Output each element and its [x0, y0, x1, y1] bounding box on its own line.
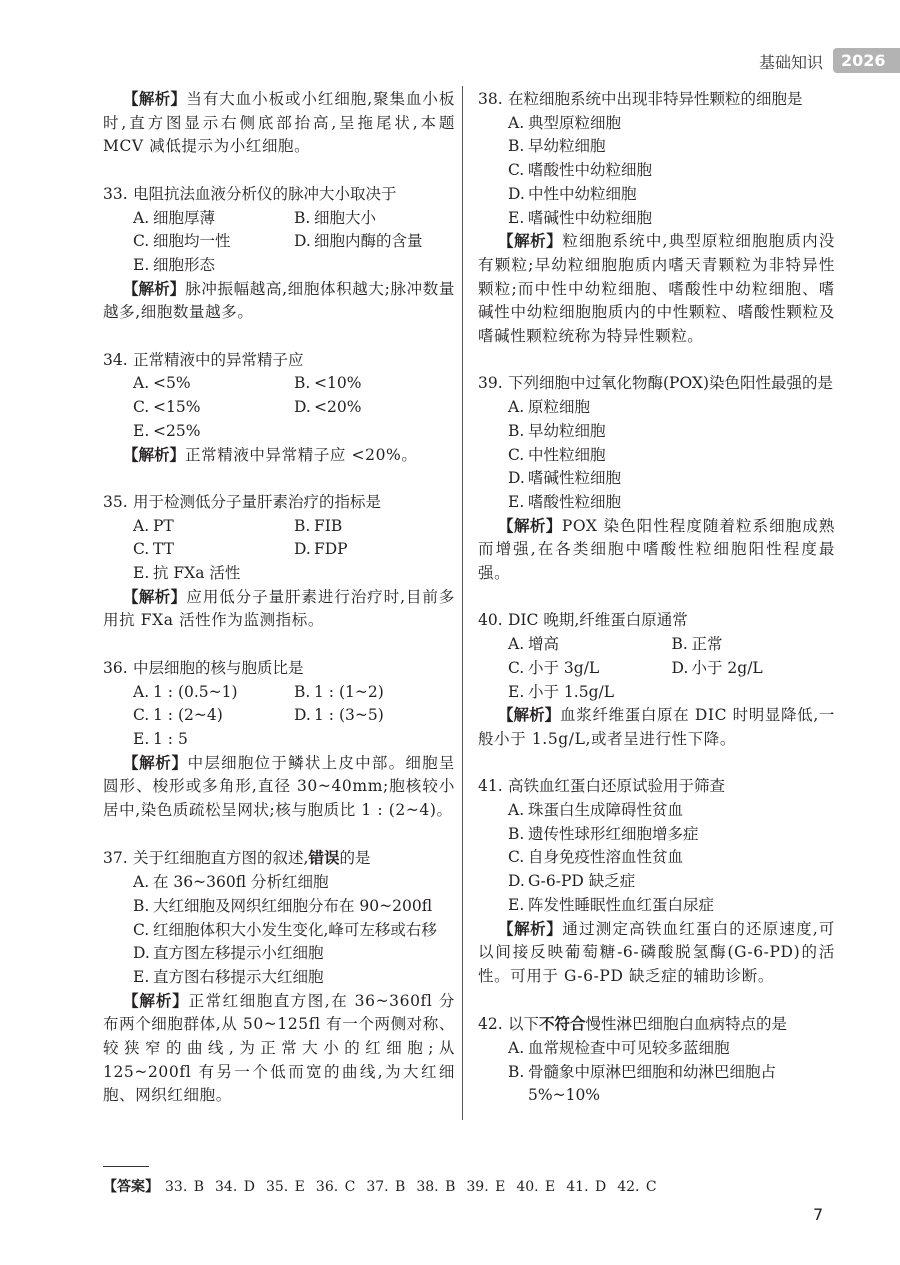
option-letter: C.	[133, 232, 150, 251]
option-letter: D.	[671, 658, 689, 677]
question-title	[478, 372, 835, 396]
column-divider	[462, 86, 463, 1120]
question-title	[478, 88, 835, 112]
option-text: 在 36~360fl 分析红细胞	[153, 873, 329, 892]
question-text: 正常精液中的异常精子应	[133, 350, 304, 369]
running-header-title: 基础知识	[758, 53, 823, 72]
option-letter: C.	[508, 848, 525, 867]
question-text-tail: 的是	[339, 849, 371, 868]
option-text: 大红细胞及网织红细胞分布在 90~200fl	[153, 896, 433, 915]
option	[133, 942, 455, 966]
analysis-label: 【解析】	[123, 753, 188, 772]
option	[133, 728, 455, 752]
question-number: 41.	[478, 777, 503, 796]
option-text: 骨髓象中原淋巴细胞和幼淋巴细胞占 5%~10%	[528, 1062, 777, 1105]
option-row	[508, 1061, 835, 1108]
option	[508, 870, 835, 894]
question-emphasis: 不符合	[539, 1014, 586, 1034]
option-row	[508, 846, 835, 870]
option	[508, 207, 835, 231]
option-text: 小于 1.5g/L	[528, 682, 615, 701]
option-letter: D.	[508, 184, 525, 203]
analysis	[103, 752, 455, 823]
option-letter: B.	[294, 682, 311, 701]
option-text: 抗 FXa 活性	[153, 564, 241, 583]
analysis	[103, 444, 455, 468]
option-text: 细胞内酶的含量	[314, 232, 423, 251]
option-text: 1 : (3~5)	[314, 706, 384, 725]
option-text: 中性中幼粒细胞	[528, 184, 637, 203]
option-row	[133, 207, 455, 231]
analysis-text: 当有大血小板或小红细胞,聚集血小板时,直方图显示右侧底部抬高,呈拖尾状,本题 MCV 减低提示为小红细胞。	[103, 90, 455, 156]
analysis-label: 【解析】	[123, 991, 189, 1010]
option	[508, 1061, 835, 1108]
option-letter: B.	[294, 516, 311, 535]
right-column	[478, 88, 835, 1132]
option-text: <25%	[153, 421, 201, 440]
option-row	[508, 870, 835, 894]
option-text: 1 : 5	[153, 729, 188, 748]
option-text: 增高	[528, 635, 560, 654]
option	[508, 159, 835, 183]
option-row	[508, 894, 835, 918]
option	[508, 491, 835, 515]
option-row	[508, 491, 835, 515]
option-letter: B.	[508, 137, 525, 156]
option-letter: A.	[133, 873, 150, 892]
option-letter: D.	[508, 469, 525, 488]
option-row	[133, 966, 455, 990]
question-block	[478, 372, 835, 585]
option-text: 嗜酸性粒细胞	[528, 492, 622, 511]
answer-item: 35. E	[265, 1179, 305, 1195]
analysis-label: 【解析】	[498, 919, 563, 938]
option-letter: B.	[508, 1062, 525, 1081]
option-row	[508, 1037, 835, 1061]
option-letter: D.	[294, 540, 311, 559]
question-number: 36.	[103, 658, 128, 677]
option-letter: D.	[294, 232, 311, 251]
option-letter: B.	[133, 896, 150, 915]
option-text: 典型原粒细胞	[528, 113, 622, 132]
question-title	[103, 846, 455, 871]
option-row	[508, 633, 835, 657]
option-text: 红细胞体积大小发生变化,峰可左移或右移	[153, 920, 437, 939]
option	[508, 894, 835, 918]
analysis	[478, 918, 835, 989]
option-row	[133, 942, 455, 966]
question-text: 关于红细胞直方图的叙述,	[133, 849, 309, 868]
option-row	[508, 207, 835, 231]
question-text: 用于检测低分子量肝素治疗的指标是	[133, 492, 382, 511]
option-text: 珠蛋白生成障碍性贫血	[528, 801, 684, 820]
option-letter: A.	[508, 635, 525, 654]
options	[103, 207, 455, 278]
option	[294, 515, 455, 539]
analysis	[103, 278, 455, 325]
option	[133, 396, 294, 420]
option-text: 早幼粒细胞	[528, 421, 606, 440]
option-letter: E.	[133, 729, 150, 748]
question-block	[478, 609, 835, 751]
option	[133, 207, 294, 231]
option	[508, 633, 672, 657]
question-title	[478, 775, 835, 799]
option	[294, 207, 455, 231]
option-text: 血常规检查中可见较多蓝细胞	[528, 1039, 730, 1058]
option-text: 阵发性睡眠性血红蛋白尿症	[528, 895, 715, 914]
option-letter: C.	[133, 706, 150, 725]
question-block	[103, 183, 455, 325]
option-row	[508, 135, 835, 159]
analysis-label: 【解析】	[498, 516, 562, 535]
option-letter: E.	[133, 255, 150, 274]
option-text: FIB	[314, 516, 343, 535]
option-row	[133, 919, 455, 943]
option-text: 直方图右移提示大红细胞	[153, 967, 324, 986]
option-letter: E.	[133, 564, 150, 583]
option	[508, 681, 835, 705]
analysis	[103, 990, 455, 1109]
option-letter: E.	[508, 682, 525, 701]
option-row	[133, 230, 455, 254]
question-block	[103, 846, 455, 1108]
question-number: 40.	[478, 611, 503, 630]
option-letter: A.	[508, 113, 525, 132]
option-row	[508, 467, 835, 491]
options	[478, 799, 835, 918]
analysis-text: 血浆纤维蛋白原在 DIC 时明显降低,一般小于 1.5g/L,或者呈进行性下降。	[478, 706, 835, 748]
answer-rule	[103, 1166, 149, 1167]
question-text: 高铁血红蛋白还原试验用于筛查	[508, 777, 726, 796]
option	[508, 396, 835, 420]
option-text: 小于 3g/L	[528, 658, 600, 677]
question-block	[478, 775, 835, 988]
option-text: PT	[153, 516, 174, 535]
option-text: 正常	[691, 635, 723, 654]
analysis-text: 粒细胞系统中,典型原粒细胞胞质内没有颗粒;早幼粒细胞胞质内嗜天青颗粒为非特异性颗粒;而中性中幼粒细胞、嗜酸性中幼粒细胞、嗜碱性中幼粒细胞胞质内的中性颗粒、嗜酸性颗粒及嗜碱性颗粒统称为特异性颗粒。	[478, 232, 835, 346]
option-row	[133, 254, 455, 278]
option-letter: A.	[508, 801, 525, 820]
option-letter: E.	[508, 492, 525, 511]
question-number: 34.	[103, 350, 128, 369]
option-letter: A.	[133, 208, 150, 227]
option	[133, 562, 455, 586]
option-letter: C.	[508, 658, 525, 677]
options	[103, 372, 455, 443]
option-letter: D.	[508, 872, 525, 891]
answer-item: 38. B	[416, 1179, 456, 1195]
option	[294, 372, 455, 396]
option-text: <10%	[314, 374, 362, 393]
option	[508, 135, 835, 159]
option	[294, 396, 455, 420]
question-title	[103, 349, 455, 373]
question-title	[478, 609, 835, 633]
option-letter: D.	[294, 398, 311, 417]
option	[508, 657, 672, 681]
question-text: 中层细胞的核与胞质比是	[133, 658, 304, 677]
question-number: 37.	[103, 849, 128, 868]
analysis	[478, 515, 835, 586]
answer-item: 42. C	[617, 1179, 657, 1195]
analysis	[103, 88, 455, 159]
option-text: 细胞大小	[314, 208, 377, 227]
year-badge: 2026	[833, 48, 900, 73]
option	[133, 704, 294, 728]
option-letter: B.	[294, 374, 311, 393]
option-row	[133, 704, 455, 728]
option	[508, 467, 835, 491]
option-row	[133, 681, 455, 705]
option	[133, 895, 455, 919]
analysis-text: POX 染色阳性程度随着粒系细胞成熟而增强,在各类细胞中嗜酸性粒细胞阳性程度最强。	[478, 516, 835, 583]
option-text: 1 : (1~2)	[314, 682, 384, 701]
option-text: FDP	[314, 540, 348, 559]
answer-item: 36. C	[315, 1179, 356, 1195]
option-letter: E.	[508, 895, 525, 914]
option-letter: C.	[133, 540, 150, 559]
analysis	[103, 586, 455, 633]
option-text: <20%	[314, 398, 362, 417]
option-text: 嗜碱性中幼粒细胞	[528, 208, 653, 227]
option-row	[133, 538, 455, 562]
option-row	[508, 799, 835, 823]
option	[133, 919, 455, 943]
option-text: 1 : (2~4)	[153, 706, 223, 725]
option-letter: C.	[133, 398, 150, 417]
question-block	[103, 88, 455, 159]
question-block	[103, 657, 455, 823]
option-row	[508, 444, 835, 468]
option-letter: A.	[133, 682, 150, 701]
option-row	[133, 895, 455, 919]
option-text: <5%	[153, 374, 191, 393]
option	[294, 681, 455, 705]
option-letter: B.	[294, 208, 311, 227]
option-text: 遗传性球形红细胞增多症	[528, 824, 699, 843]
analysis-label: 【解析】	[123, 279, 186, 298]
option-row	[133, 372, 455, 396]
option-row	[508, 823, 835, 847]
option-letter: B.	[508, 421, 525, 440]
option-letter: E.	[133, 967, 150, 986]
option-text: 细胞均一性	[153, 232, 231, 251]
answer-item: 33. B	[165, 1179, 205, 1195]
option-letter: D.	[133, 944, 150, 963]
option-row	[508, 112, 835, 136]
options	[478, 633, 835, 704]
option	[133, 966, 455, 990]
option-letter: C.	[508, 161, 525, 180]
question-number: 33.	[103, 184, 128, 203]
question-text: 电阻抗法血液分析仪的脉冲大小取决于	[133, 184, 397, 203]
options	[103, 515, 455, 586]
option-row	[133, 420, 455, 444]
option-letter: B.	[671, 635, 688, 654]
question-block	[103, 491, 455, 633]
option-row	[133, 562, 455, 586]
option	[133, 254, 455, 278]
option-text: 早幼粒细胞	[528, 137, 606, 156]
question-text: DIC 晚期,纤维蛋白原通常	[508, 611, 688, 630]
analysis	[478, 230, 835, 349]
option-text: G-6-PD 缺乏症	[528, 872, 636, 891]
option	[508, 823, 835, 847]
option-row	[133, 728, 455, 752]
option-text: 小于 2g/L	[691, 658, 763, 677]
options	[103, 681, 455, 752]
question-text: 在粒细胞系统中出现非特异性颗粒的细胞是	[508, 90, 803, 108]
question-title	[103, 183, 455, 207]
analysis-label: 【解析】	[498, 706, 561, 725]
option	[508, 1037, 835, 1061]
analysis-text: 正常精液中异常精子应 <20%。	[185, 445, 418, 464]
analysis-text: 正常红细胞直方图,在 36~360fl 分布两个细胞群体,从 50~125fl 有一个两侧对称、较狭窄的曲线,为正常大小的红细胞;从 125~200fl 有另一个低而宽的曲线,为大红细胞、网织红细胞。	[103, 991, 455, 1105]
option-letter: C.	[133, 920, 150, 939]
answer-item: 39. E	[466, 1179, 506, 1195]
option	[294, 704, 455, 728]
option	[508, 444, 835, 468]
option-text: 嗜酸性中幼粒细胞	[528, 161, 653, 180]
analysis-label: 【解析】	[498, 232, 563, 251]
option-letter: B.	[508, 824, 525, 843]
question-block	[103, 349, 455, 468]
options	[478, 112, 835, 231]
option	[672, 633, 836, 657]
option	[133, 871, 455, 895]
question-number: 39.	[478, 374, 503, 393]
page-number: 7	[813, 1205, 824, 1224]
option-text: 细胞厚薄	[153, 208, 216, 227]
option-text: 自身免疫性溶血性贫血	[528, 848, 684, 867]
option-row	[133, 396, 455, 420]
question-number: 38.	[478, 90, 503, 108]
analysis-label: 【解析】	[123, 587, 187, 606]
option	[294, 538, 455, 562]
option-letter: D.	[294, 706, 311, 725]
option-letter: E.	[508, 208, 525, 227]
analysis-text: 应用低分子量肝素进行治疗时,目前多用抗 FXa 活性作为监测指标。	[103, 587, 455, 630]
option	[508, 846, 835, 870]
option-text: 1 : (0.5~1)	[153, 682, 238, 701]
question-block	[478, 1012, 835, 1108]
analysis	[478, 704, 835, 751]
answer-item: 37. B	[366, 1179, 406, 1195]
answer-key	[103, 1176, 668, 1196]
option	[508, 112, 835, 136]
question-text-tail: 慢性淋巴细胞白血病特点的是	[585, 1015, 788, 1034]
option	[508, 420, 835, 444]
option-letter: A.	[133, 374, 150, 393]
option-row	[508, 159, 835, 183]
option-row	[133, 871, 455, 895]
options	[103, 871, 455, 990]
analysis-text: 中层细胞位于鳞状上皮中部。细胞呈圆形、梭形或多角形,直径 30~40mm;胞核较小居中,染色质疏松呈网状;核与胞质比 1 : (2~4)。	[103, 753, 455, 820]
question-text: 以下	[508, 1015, 540, 1034]
options	[478, 1037, 835, 1108]
answer-item: 40. E	[516, 1179, 556, 1195]
question-number: 35.	[103, 492, 128, 511]
option-text: 细胞形态	[153, 255, 216, 274]
option-letter: A.	[508, 1039, 525, 1058]
question-block	[478, 88, 835, 349]
option-row	[508, 681, 835, 705]
option-text: <15%	[153, 398, 201, 417]
question-title	[103, 657, 455, 681]
option-row	[508, 657, 835, 681]
question-title	[103, 491, 455, 515]
option-text: 中性粒细胞	[528, 445, 606, 464]
analysis-label: 【解析】	[123, 90, 187, 108]
option	[294, 230, 455, 254]
option	[133, 420, 455, 444]
option-row	[508, 396, 835, 420]
option-row	[133, 515, 455, 539]
option-letter: A.	[133, 516, 150, 535]
answer-key-label: 【答案】	[103, 1179, 159, 1195]
option-letter: E.	[133, 421, 150, 440]
option	[133, 538, 294, 562]
option-text: 嗜碱性粒细胞	[528, 469, 622, 488]
answer-item: 34. D	[215, 1179, 255, 1195]
option	[508, 799, 835, 823]
option-letter: A.	[508, 398, 525, 417]
option-text: 直方图左移提示小红细胞	[153, 944, 324, 963]
options	[478, 396, 835, 515]
question-number: 42.	[478, 1015, 503, 1034]
analysis-text: 脉冲振幅越高,细胞体积越大;脉冲数量越多,细胞数量越多。	[103, 279, 455, 322]
option-letter: C.	[508, 445, 525, 464]
option	[133, 230, 294, 254]
analysis-text: 通过测定高铁血红蛋白的还原速度,可以间接反映葡萄糖-6-磷酸脱氢酶(G-6-PD)的活性。可用于 G-6-PD 缺乏症的辅助诊断。	[478, 919, 835, 985]
option-text: TT	[153, 540, 174, 559]
option	[133, 515, 294, 539]
option-text: 原粒细胞	[528, 398, 591, 417]
option	[133, 681, 294, 705]
question-title	[478, 1012, 835, 1037]
answer-item: 41. D	[566, 1179, 607, 1195]
left-column	[103, 88, 455, 1132]
question-text: 下列细胞中过氧化物酶(POX)染色阳性最强的是	[508, 374, 833, 393]
option	[133, 372, 294, 396]
option-row	[508, 183, 835, 207]
option	[508, 183, 835, 207]
question-emphasis: 错误	[308, 848, 340, 868]
analysis-label: 【解析】	[123, 445, 186, 464]
option	[672, 657, 836, 681]
option-row	[508, 420, 835, 444]
